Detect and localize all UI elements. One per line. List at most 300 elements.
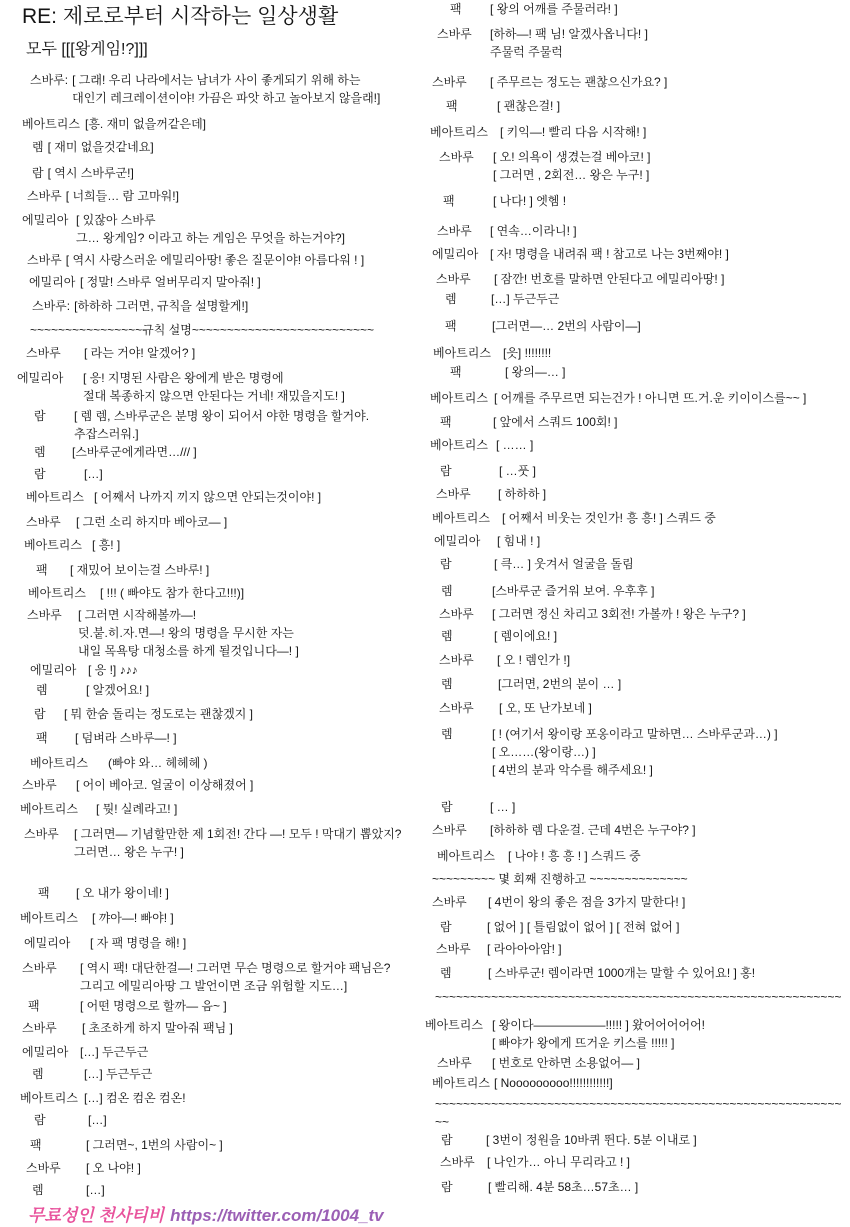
dialogue-entry xyxy=(0,513,425,536)
dialogue-text xyxy=(86,681,419,699)
dialogue-entry xyxy=(425,1131,850,1153)
dialogue-line: [ 큭… ] 웃겨서 얼굴을 돌림 xyxy=(494,557,634,571)
dialogue-entry xyxy=(0,1019,425,1043)
dialogue-line: [ 나다! ] 엣헴 ! xyxy=(493,194,567,208)
speaker-name: 스바루 xyxy=(439,653,474,667)
dialogue-line: [ 나야 ! 흥 흥 ! ] 스쿼드 중 xyxy=(508,849,641,863)
speaker-name: 베아트리스 xyxy=(432,1076,490,1090)
dialogue-line: [ 자! 명령을 내려줘 팩 ! 참고로 나는 3번째야! ] xyxy=(490,247,729,261)
speaker-name: 렘 xyxy=(32,140,44,154)
dialogue-text xyxy=(497,532,844,550)
speaker-name: 에밀리아 xyxy=(22,1045,69,1059)
speaker-name: 렘 xyxy=(441,677,453,691)
speaker-name: 팩 xyxy=(443,194,455,208)
speaker-name: 스바루 xyxy=(26,515,61,529)
dialogue-entry xyxy=(0,1159,425,1181)
dialogue-line: [ 자 팩 명령을 해! ] xyxy=(90,936,187,950)
dialogue-text xyxy=(48,164,419,182)
dialogue-entry xyxy=(0,959,425,997)
dialogue-text xyxy=(487,1153,844,1171)
dialogue-text xyxy=(66,187,419,205)
dialogue-line: [흥. 재미 없을꺼같은데] xyxy=(85,117,206,131)
dialogue-text xyxy=(487,940,844,958)
speaker-name: 스바루 xyxy=(26,346,61,360)
dialogue-entry xyxy=(425,462,850,485)
speaker-name: 팩 xyxy=(450,2,462,16)
dialogue-entry xyxy=(0,164,425,187)
dialogue-line: […] xyxy=(84,467,103,481)
speaker-name: 렘 xyxy=(34,445,46,459)
dialogue-line: [ 오 나야! ] xyxy=(86,1161,141,1175)
dialogue-entry xyxy=(425,1054,850,1074)
speaker-name: 스바루 xyxy=(22,1021,57,1035)
dialogue-entry xyxy=(425,389,850,413)
dialogue-text xyxy=(505,363,844,381)
speaker-name: 베아트리스 xyxy=(22,117,80,131)
speaker-name: 베아트리스 xyxy=(24,538,82,552)
dialogue-line: [읏] !!!!!!!! xyxy=(503,346,552,360)
dialogue-entry xyxy=(0,407,425,443)
dialogue-text xyxy=(502,509,844,527)
dialogue-line: [ 응 !] ♪♪♪ xyxy=(88,663,138,677)
speaker-name: 스바루 xyxy=(432,823,467,837)
dialogue-text xyxy=(72,71,419,107)
dialogue-text xyxy=(100,584,419,602)
speaker-name: 람 xyxy=(441,1180,453,1194)
dialogue-text xyxy=(80,959,419,995)
dialogue-line: [ 4번이 왕의 좋은 점을 3가지 말한다! ] xyxy=(488,895,686,909)
dialogue-line: [하하—! 팩 님! 알겠사옵니다! ] xyxy=(490,27,648,41)
dialogue-line: [ 그래! 우리 나라에서는 남녀가 사이 좋게되기 위해 하는 xyxy=(72,73,361,87)
dialogue-text xyxy=(492,582,844,600)
dialogue-text xyxy=(494,1074,844,1092)
dialogue-line: [ 그러면 , 2회전… 왕은 누구! ] xyxy=(493,168,650,182)
dialogue-entry xyxy=(0,661,425,681)
dialogue-entry xyxy=(0,1043,425,1065)
dialogue-text xyxy=(493,192,844,210)
dialogue-entry xyxy=(0,1065,425,1089)
dialogue-text xyxy=(490,821,844,839)
speaker-name: 스바루 xyxy=(432,75,467,89)
dialogue-text xyxy=(508,847,844,865)
speaker-name: 팩 xyxy=(38,886,50,900)
dialogue-line: 내일 목욕탕 대청소를 하게 될것입니다—! ] xyxy=(78,644,299,658)
dialogue-text xyxy=(76,776,419,794)
dialogue-entry xyxy=(0,71,425,115)
dialogue-line: [ 뭐 한숨 돌리는 정도로는 괜찮겠지 ] xyxy=(64,707,253,721)
speaker-name: 람 xyxy=(441,1133,453,1147)
speaker-name: 베아트리스 xyxy=(433,346,491,360)
dialogue-text xyxy=(86,1159,419,1177)
dialogue-text xyxy=(48,138,419,156)
dialogue-entry xyxy=(0,115,425,138)
dialogue-line: [ 역시 스바루군!] xyxy=(47,166,134,180)
speaker-name: 스바루 xyxy=(26,1161,61,1175)
dialogue-line: [ 그러면~, 1번의 사람이~ ] xyxy=(86,1138,223,1152)
dialogue-text xyxy=(75,729,419,747)
dialogue-text xyxy=(92,536,419,554)
dialogue-text xyxy=(497,97,844,115)
dialogue-line: [ 덤벼라 스바루—! ] xyxy=(75,731,177,745)
dialogue-text xyxy=(432,870,844,888)
dialogue-entry xyxy=(0,488,425,513)
speaker-name: 람 xyxy=(32,166,44,180)
dialogue-line: [ 오! 의욕이 생겼는걸 베아코! ] xyxy=(493,150,651,164)
speaker-name: 스바루 xyxy=(436,272,471,286)
dialogue-text xyxy=(80,273,419,291)
dialogue-line: [ 흥! ] xyxy=(92,538,121,552)
dialogue-entry xyxy=(0,138,425,164)
dialogue-entry xyxy=(0,997,425,1019)
dialogue-entry xyxy=(425,940,850,964)
dialogue-text xyxy=(490,73,844,91)
section-divider: ~~~~~~~~~~~~~~~~~~~~~~~~~~~~~~~~~~~~~~~~~~~~~~~~~~~~~~~~~~ xyxy=(435,990,842,1004)
speaker-name: 에밀리아 xyxy=(30,663,77,677)
dialogue-text xyxy=(90,934,419,952)
watermark xyxy=(28,1205,425,1227)
dialogue-line: [ 그러면 정신 차리고 3회전! 가볼까 ! 왕은 누구? ] xyxy=(492,607,746,621)
dialogue-text xyxy=(492,1054,844,1072)
dialogue-line: [ 없어 ] [ 틀림없이 없어 ] [ 전혀 없어 ] xyxy=(487,920,680,934)
dialogue-text xyxy=(499,699,844,717)
speaker-name: 베아트리스 xyxy=(430,391,488,405)
dialogue-text xyxy=(487,918,844,936)
dialogue-entry xyxy=(0,1181,425,1203)
section-divider: ~~~~~~~~~~~~~~~~규칙 설명~~~~~~~~~~~~~~~~~~~~~~~~~~ xyxy=(30,323,375,337)
dialogue-line: [ 스바루군! 렘이라면 1000개는 말할 수 있어요! ] 홍! xyxy=(488,966,756,980)
dialogue-text xyxy=(88,661,419,679)
dialogue-text xyxy=(74,297,419,315)
speaker-name: 렘 xyxy=(32,1067,44,1081)
dialogue-text xyxy=(499,462,844,480)
speaker-name: 베아트리스 xyxy=(425,1018,483,1032)
speaker-name: 베아트리스 xyxy=(432,511,490,525)
dialogue-entry xyxy=(0,705,425,729)
dialogue-line: 그리고 에밀리아땅 그 발언이면 조금 위험할 지도…] xyxy=(80,979,348,993)
speaker-name: 팩 xyxy=(446,99,458,113)
dialogue-entry xyxy=(425,485,850,509)
dialogue-line: […] xyxy=(88,1113,107,1127)
dialogue-entry xyxy=(425,344,850,363)
speaker-name: 렘 xyxy=(445,292,457,306)
dialogue-entry xyxy=(425,798,850,821)
speaker-name: 스바루 xyxy=(22,961,57,975)
section-divider-row xyxy=(0,321,425,344)
dialogue-line: [그러면—… 2번의 사람이—] xyxy=(492,319,641,333)
dialogue-line: [ 그러면— 기념할만한 제 1회전! 간다 —! 모두 ! 막대기 뽑았지? xyxy=(74,827,402,841)
speaker-name: 스바루: xyxy=(32,299,71,313)
dialogue-entry xyxy=(0,934,425,959)
dialogue-entry xyxy=(425,555,850,582)
dialogue-line: [ 빠야가 왕에게 뜨거운 키스를 !!!!! ] xyxy=(492,1036,675,1050)
dialogue-line: [ 라아아아암! ] xyxy=(487,942,562,956)
dialogue-entry xyxy=(425,582,850,605)
section-divider-row xyxy=(425,1095,850,1131)
dialogue-line: [ 어깨를 주무르면 되는건가 ! 아니면 뜨.거.운 키이이스를~~ ] xyxy=(494,391,807,405)
dialogue-line: [ 정말! 스바루 얼버무리지 말아줘! ] xyxy=(80,275,261,289)
dialogue-text xyxy=(494,270,844,288)
speaker-name: 스바루 xyxy=(437,27,472,41)
dialogue-entry xyxy=(0,536,425,561)
dialogue-line: [ 꺄아—! 빠야! ] xyxy=(92,911,174,925)
dialogue-text xyxy=(80,1043,419,1061)
speaker-name: 베아트리스 xyxy=(20,1091,78,1105)
dialogue-line: 절대 복종하지 않으면 안된다는 거네! 재밌을지도! ] xyxy=(83,389,345,403)
dialogue-entry xyxy=(0,443,425,465)
speaker-name: 팩 xyxy=(440,415,452,429)
speaker-name: 팩 xyxy=(36,563,48,577)
dialogue-text xyxy=(494,389,844,407)
dialogue-text xyxy=(503,344,844,362)
dialogue-line: [ 앞에서 스쿼드 100회! ] xyxy=(493,415,618,429)
dialogue-line: [ 오 내가 왕이네! ] xyxy=(76,886,169,900)
dialogue-line: [ 하하하 ] xyxy=(498,487,547,501)
dialogue-text xyxy=(84,1065,419,1083)
dialogue-line: [ 어째서 비웃는 것인가! 흥 흥! ] 스쿼드 중 xyxy=(502,511,716,525)
speaker-name: 스바루 xyxy=(439,150,474,164)
dialogue-text xyxy=(488,964,844,982)
dialogue-text xyxy=(500,123,844,141)
dialogue-line: […] xyxy=(86,1183,105,1197)
speaker-name: 렘 xyxy=(440,966,452,980)
dialogue-entry xyxy=(425,317,850,344)
dialogue-line: [ …… ] xyxy=(496,438,534,452)
speaker-name: 람 xyxy=(440,557,452,571)
dialogue-entry xyxy=(425,725,850,798)
dialogue-entry xyxy=(0,211,425,251)
speaker-name: 베아트리스 xyxy=(30,756,88,770)
dialogue-text xyxy=(435,1095,844,1131)
dialogue-entry xyxy=(425,532,850,555)
dialogue-line: [ 괜찮은걸! ] xyxy=(497,99,561,113)
dialogue-line: [ 주무르는 정도는 괜찮으신가요? ] xyxy=(490,75,668,89)
dialogue-line: [ 라는 거야! 알겠어? ] xyxy=(84,346,196,360)
dialogue-text xyxy=(435,988,844,1006)
speaker-name: 에밀리아 xyxy=(17,371,64,385)
dialogue-text xyxy=(84,344,419,362)
dialogue-text xyxy=(490,0,844,18)
speaker-name: 에밀리아 xyxy=(434,534,481,548)
dialogue-text xyxy=(490,798,844,816)
section-divider: ~~~~~~~~~ 몇 회째 진행하고 ~~~~~~~~~~~~~~ xyxy=(432,872,688,886)
dialogue-text xyxy=(70,561,419,579)
dialogue-text xyxy=(494,555,844,573)
dialogue-text xyxy=(497,651,844,669)
dialogue-line: [ 알겠어요! ] xyxy=(86,683,150,697)
dialogue-entry xyxy=(0,909,425,934)
dialogue-text xyxy=(30,321,419,339)
dialogue-line: [ 번호로 안하면 소용없어— ] xyxy=(492,1056,640,1070)
section-divider-row xyxy=(425,988,850,1016)
speaker-name: 베아트리스 xyxy=(20,911,78,925)
dialogue-entry xyxy=(0,884,425,909)
dialogue-line: [ 나인가… 아니 무리라고 ! ] xyxy=(487,1155,631,1169)
dialogue-line: […] 두근두근 xyxy=(491,292,560,306)
dialogue-line: 덧.붙.히.자.면—! 왕의 명령을 무시한 자는 xyxy=(78,626,294,640)
speaker-name: 팩 xyxy=(30,1138,42,1152)
dialogue-entry xyxy=(425,270,850,290)
dialogue-line: [ 역시 팩! 대단한걸—! 그러면 무슨 명령으로 할거야 팩님은? xyxy=(80,961,391,975)
dialogue-entry xyxy=(425,245,850,270)
dialogue-text xyxy=(498,675,844,693)
dialogue-line: […] 컴온 컴온 컴온! xyxy=(84,1091,186,1105)
dialogue-line: [ 연속…이라니! ] xyxy=(490,224,577,238)
dialogue-line: [ 응! 지명된 사람은 왕에게 받은 명령에 xyxy=(83,371,284,385)
dialogue-text xyxy=(86,1136,419,1154)
speaker-name: 렘 xyxy=(441,727,453,741)
dialogue-entry xyxy=(0,187,425,211)
dialogue-text xyxy=(492,1016,844,1052)
dialogue-line: [ 빨리해. 4분 58초…57초… ] xyxy=(488,1180,639,1194)
dialogue-text xyxy=(76,513,419,531)
dialogue-entry xyxy=(425,290,850,317)
dialogue-text xyxy=(84,1089,419,1107)
dialogue-column-right xyxy=(425,0,850,1200)
dialogue-line: [ 오, 또 난가보네 ] xyxy=(499,701,592,715)
dialogue-line: [스바루군에게라면…/// ] xyxy=(72,445,197,459)
dialogue-entry xyxy=(0,297,425,321)
dialogue-entry xyxy=(425,97,850,123)
dialogue-entry xyxy=(0,800,425,825)
dialogue-entry xyxy=(425,1178,850,1200)
dialogue-entry xyxy=(425,192,850,222)
dialogue-entry xyxy=(425,25,850,73)
dialogue-entry xyxy=(425,148,850,192)
dialogue-entry xyxy=(425,1074,850,1095)
speaker-name: 람 xyxy=(440,920,452,934)
dialogue-entry xyxy=(425,73,850,97)
dialogue-line: [ 왕이다——————!!!!! ] 왔어어어어어! xyxy=(492,1018,706,1032)
speaker-name: 람 xyxy=(440,464,452,478)
dialogue-line: [ … ] xyxy=(490,800,516,814)
dialogue-text xyxy=(72,443,419,461)
dialogue-entry xyxy=(425,436,850,462)
dialogue-line: [그러면, 2번의 분이 … ] xyxy=(498,677,622,691)
dialogue-text xyxy=(486,1131,844,1149)
dialogue-line: [ 3번이 정원을 10바퀴 뛴다. 5분 이내로 ] xyxy=(486,1133,697,1147)
speaker-name: 렘 xyxy=(32,1183,44,1197)
dialogue-line: [하하하 렘 다운걸. 근데 4번은 누구야? ] xyxy=(490,823,696,837)
speaker-name: 에밀리아 xyxy=(22,213,69,227)
dialogue-entry xyxy=(425,1016,850,1054)
dialogue-entry xyxy=(425,627,850,651)
dialogue-text xyxy=(108,754,419,772)
speaker-name: 베아트리스 xyxy=(26,490,84,504)
dialogue-text xyxy=(492,725,844,779)
dialogue-line: 그러면… 왕은 누구! ] xyxy=(74,845,184,859)
dialogue-entry xyxy=(0,273,425,297)
dialogue-line: [ 재밌어 보이는걸 스바루! ] xyxy=(70,563,210,577)
dialogue-line: […] 두근두근 xyxy=(84,1067,153,1081)
dialogue-line: [ 어떤 명령으로 할까— 음~ ] xyxy=(80,999,227,1013)
dialogue-text xyxy=(488,1178,844,1196)
dialogue-line: [ 있잖아 스바루 xyxy=(76,213,156,227)
dialogue-line: [ 그런 소리 하지마 베아코— ] xyxy=(76,515,228,529)
document-subtitle: 모두 [[[왕게임!?]]] xyxy=(26,41,148,58)
dialogue-line: 추잡스러워.] xyxy=(74,427,139,441)
dialogue-entry xyxy=(0,606,425,661)
dialogue-text xyxy=(494,627,844,645)
dialogue-line: [ …풋 ] xyxy=(499,464,536,478)
speaker-name: 에밀리아 xyxy=(432,247,479,261)
dialogue-entry xyxy=(0,754,425,776)
dialogue-text xyxy=(92,909,419,927)
dialogue-entry xyxy=(425,363,850,389)
speaker-name: 스바루 xyxy=(437,224,472,238)
speaker-name: 스바루 xyxy=(24,827,59,841)
dialogue-entry xyxy=(425,847,850,870)
dialogue-text xyxy=(74,825,419,861)
dialogue-entry xyxy=(0,1136,425,1159)
dialogue-entry xyxy=(425,675,850,699)
dialogue-text xyxy=(490,25,844,61)
watermark-url: https://twitter.com/1004_tv xyxy=(170,1206,384,1225)
dialogue-line: [ 어이 베아코. 얼굴이 이상해졌어 ] xyxy=(76,778,254,792)
dialogue-text xyxy=(493,148,844,184)
dialogue-entry xyxy=(425,222,850,245)
dialogue-entry xyxy=(0,825,425,884)
speaker-name: 람 xyxy=(34,1113,46,1127)
speaker-name: 스바루 xyxy=(439,701,474,715)
section-divider-row xyxy=(425,870,850,893)
speaker-name: 스바루 xyxy=(27,608,62,622)
dialogue-text xyxy=(84,465,419,483)
dialogue-text xyxy=(88,1111,419,1129)
dialogue-line: [ 초조하게 하지 말아줘 팩님 ] xyxy=(82,1021,233,1035)
speaker-name: 스바루 xyxy=(437,1056,472,1070)
speaker-name: 스바루 xyxy=(436,487,471,501)
dialogue-line: [ 키익—! 빨리 다음 시작해! ] xyxy=(500,125,647,139)
dialogue-text xyxy=(492,605,844,623)
dialogue-line: [ 왕의—… ] xyxy=(505,365,566,379)
dialogue-line: [ 오 ! 렘인가 !] xyxy=(497,653,571,667)
dialogue-line: [하하하 그러면, 규칙을 설명할게!] xyxy=(74,299,249,313)
speaker-name: 베아트리스 xyxy=(20,802,78,816)
dialogue-entry xyxy=(425,651,850,675)
dialogue-line: [ ! (여기서 왕이랑 포옹이라고 말하면… 스바루군과…) ] xyxy=(492,727,778,741)
dialogue-line: [ 역시 사랑스러운 에밀리아땅! 좋은 질문이야! 아름다워 ! ] xyxy=(65,253,365,267)
dialogue-entry xyxy=(0,369,425,407)
document-title: RE: 제로로부터 시작하는 일상생활 xyxy=(22,5,339,28)
dialogue-entry xyxy=(425,918,850,940)
dialogue-entry xyxy=(425,413,850,436)
speaker-name: 람 xyxy=(34,467,46,481)
dialogue-text xyxy=(94,488,419,506)
speaker-name: 베아트리스 xyxy=(430,438,488,452)
dialogue-text xyxy=(96,800,419,818)
dialogue-entry xyxy=(425,509,850,532)
dialogue-line: [ 오……(왕이랑…) ] xyxy=(492,745,596,759)
speaker-name: 팩 xyxy=(445,319,457,333)
dialogue-line: [ 렘 렘, 스바루군은 분명 왕이 되어서 야한 명령을 할거야. xyxy=(74,409,370,423)
dialogue-line: [ 왕의 어깨를 주물러라! ] xyxy=(490,2,618,16)
dialogue-entry xyxy=(0,776,425,800)
dialogue-entry xyxy=(425,0,850,25)
watermark-name: 무료성인 천사티비 xyxy=(28,1206,165,1225)
speaker-name: 팩 xyxy=(28,999,40,1013)
dialogue-line: [ 너희들… 람 고마워!] xyxy=(65,189,179,203)
dialogue-entry xyxy=(0,561,425,584)
dialogue-entry xyxy=(425,893,850,918)
speaker-name: 스바루 xyxy=(436,942,471,956)
dialogue-entry xyxy=(0,584,425,606)
dialogue-text xyxy=(78,606,419,660)
dialogue-line: [ 재미 없을것같네요] xyxy=(47,140,154,154)
dialogue-text xyxy=(66,251,419,269)
speaker-name: 스바루 xyxy=(432,895,467,909)
dialogue-line: 대인기 레크레이션이야! 가끔은 파앗 하고 놀아보지 않을래!] xyxy=(72,91,381,105)
dialogue-text xyxy=(83,369,419,405)
